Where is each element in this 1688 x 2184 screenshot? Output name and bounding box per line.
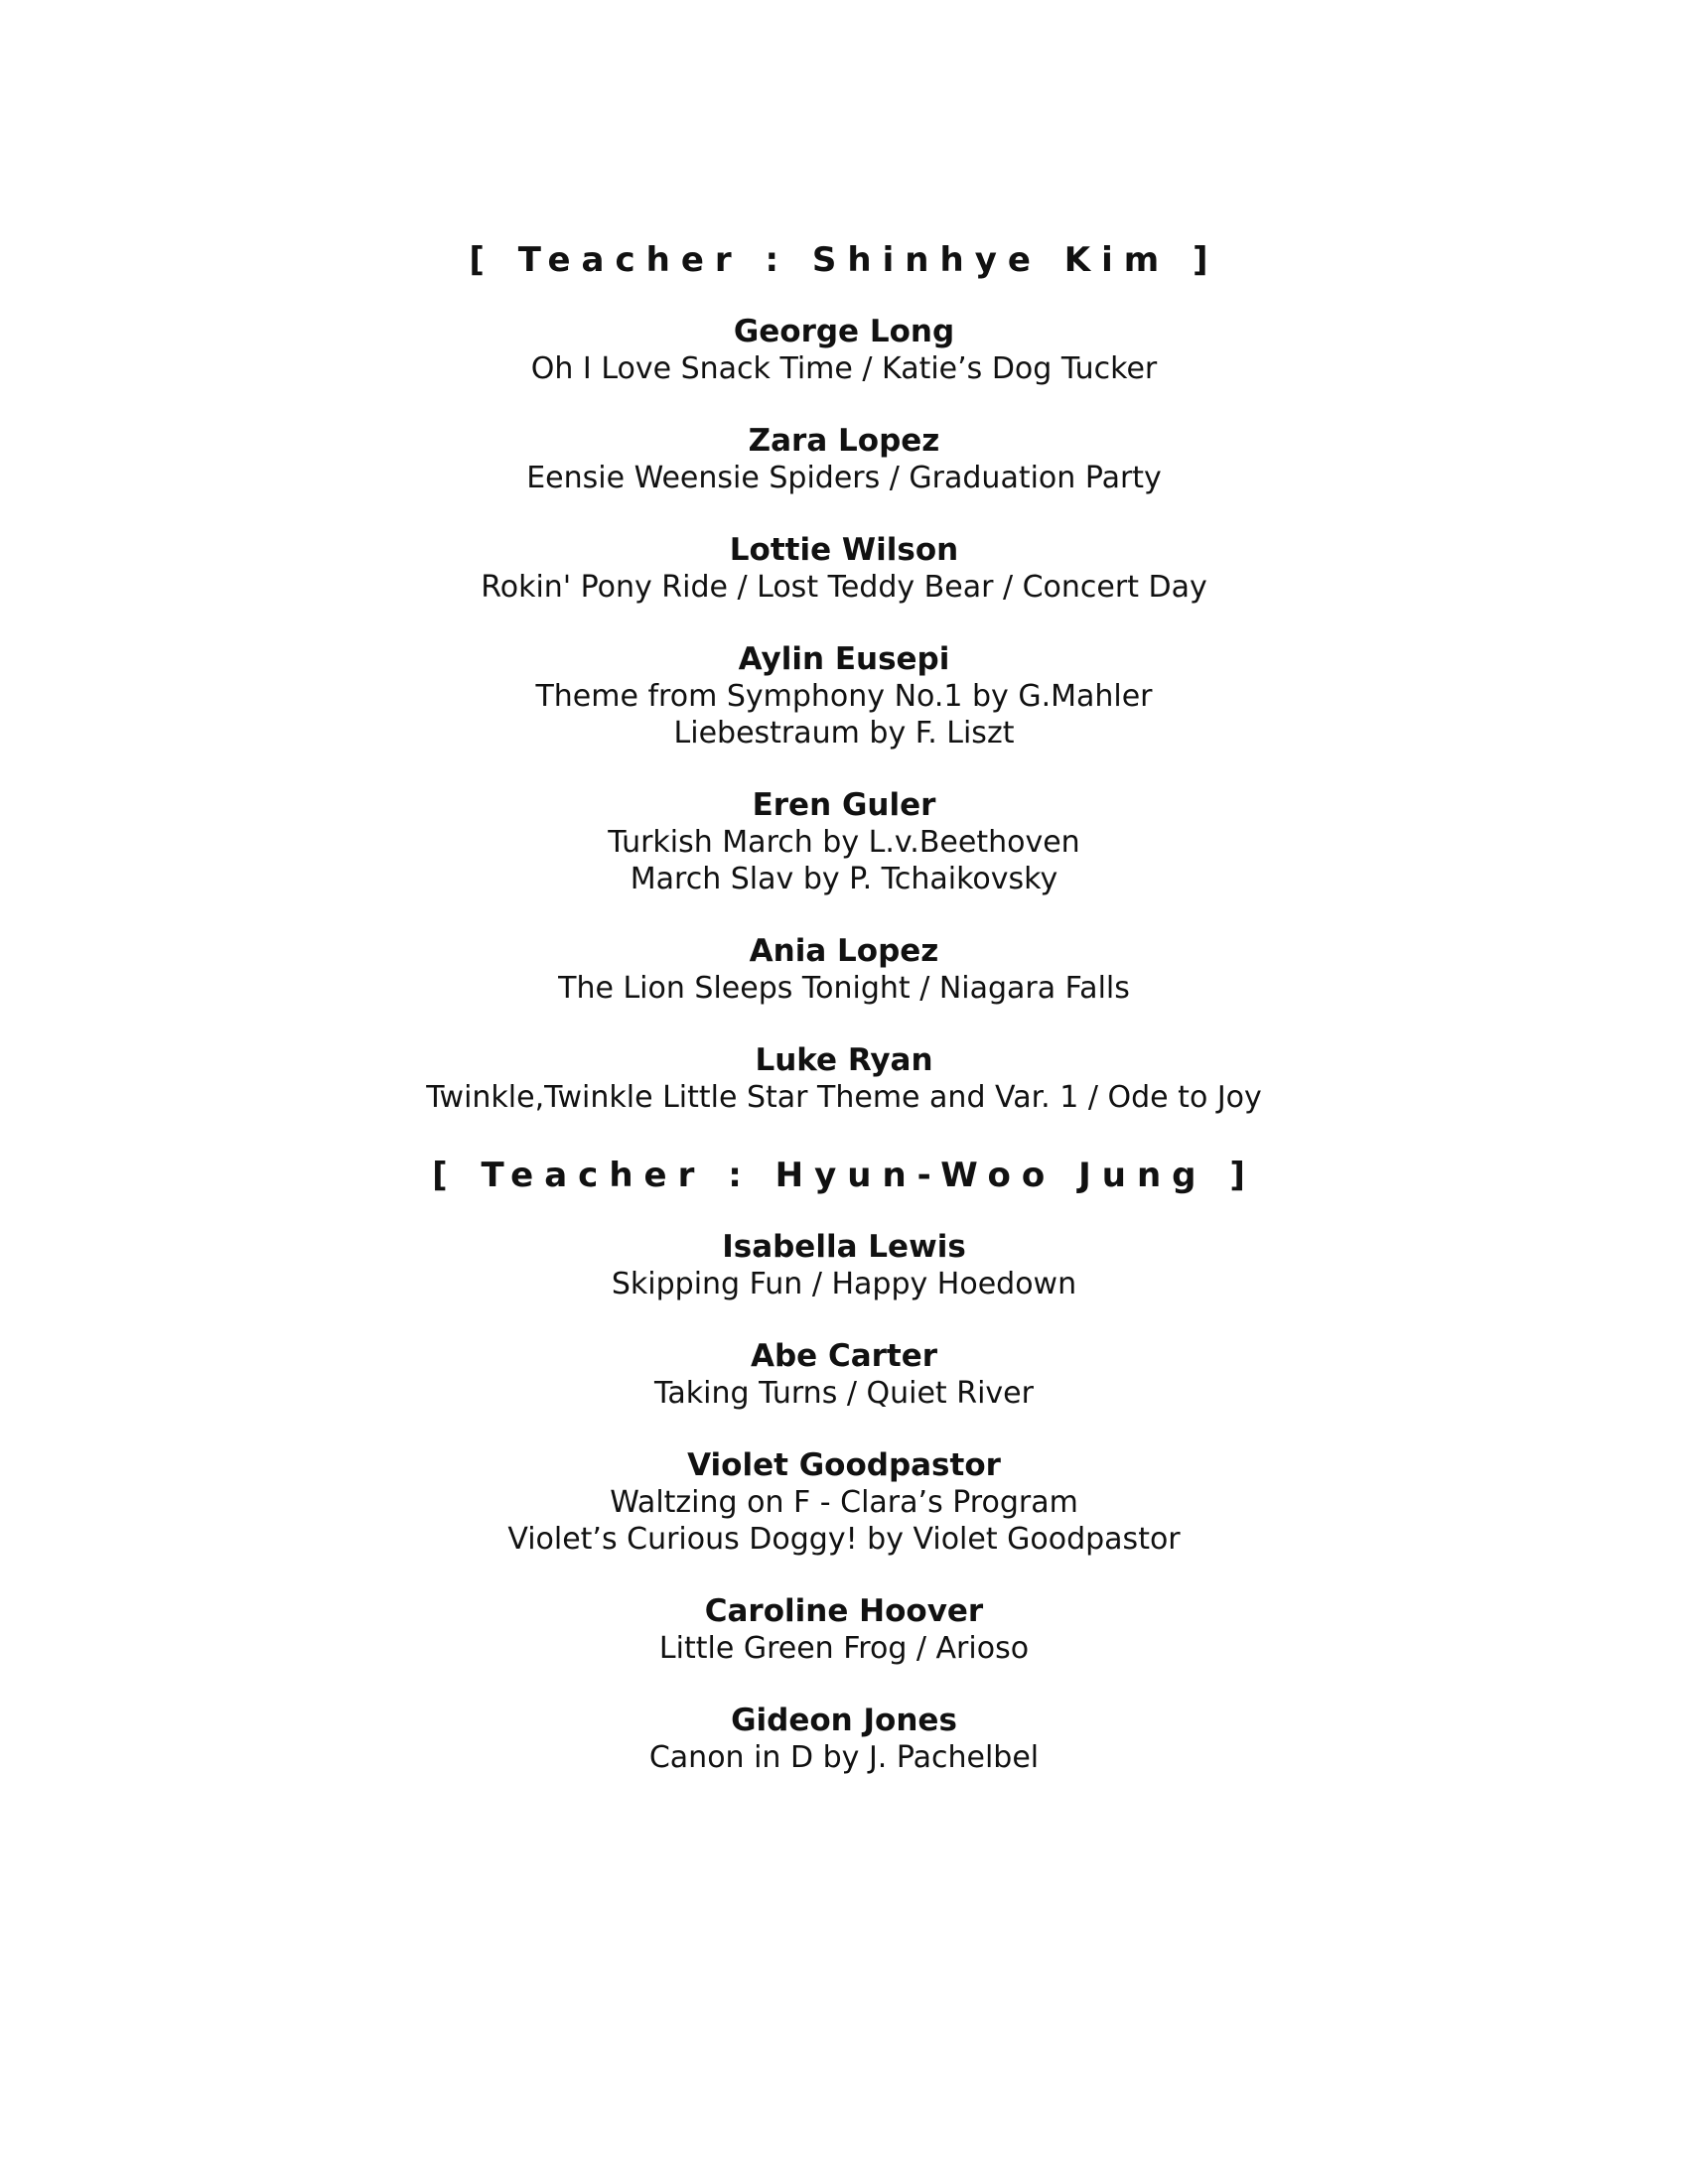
piece-title: Taking Turns / Quiet River: [654, 1376, 1034, 1411]
teacher-heading: [ Teacher : Shinhye Kim ]: [469, 240, 1219, 280]
performer-name: George Long: [733, 314, 955, 349]
performer-entry: [0, 1447, 1688, 1558]
piece-title: Twinkle,Twinkle Little Star Theme and Var. 1 / Ode to Joy: [426, 1080, 1262, 1115]
performer-name: Ania Lopez: [749, 933, 939, 969]
performer-name: Isabella Lewis: [722, 1229, 966, 1265]
performer-list: [0, 314, 1688, 1116]
performer-name: Gideon Jones: [731, 1703, 957, 1738]
performer-entry: [0, 641, 1688, 751]
piece-title: Rokin' Pony Ride / Lost Teddy Bear / Concert Day: [481, 570, 1207, 605]
piece-title: Violet’s Curious Doggy! by Violet Goodpastor: [507, 1522, 1181, 1557]
performer-entry: [0, 1042, 1688, 1116]
piece-title: Little Green Frog / Arioso: [658, 1631, 1030, 1666]
performer-entry: [0, 314, 1688, 387]
performer-name: Abe Carter: [750, 1338, 938, 1374]
piece-title: Theme from Symphony No.1 by G.Mahler: [535, 679, 1153, 714]
performer-name: Caroline Hoover: [704, 1593, 984, 1629]
piece-title: Skipping Fun / Happy Hoedown: [611, 1267, 1077, 1301]
program-content: [0, 232, 1688, 1812]
piece-title: The Lion Sleeps Tonight / Niagara Falls: [558, 971, 1130, 1006]
teacher-heading: [ Teacher : Hyun-Woo Jung ]: [432, 1156, 1256, 1195]
teacher-section: [0, 1148, 1688, 1776]
performer-name: Aylin Eusepi: [738, 641, 950, 677]
performer-entry: [0, 933, 1688, 1007]
piece-title: Liebestraum by F. Liszt: [673, 716, 1015, 751]
piece-title: Turkish March by L.v.Beethoven: [608, 825, 1080, 860]
performer-list: [0, 1229, 1688, 1776]
piece-title: Eensie Weensie Spiders / Graduation Party: [526, 461, 1162, 495]
performer-entry: [0, 1703, 1688, 1776]
performer-entry: [0, 1593, 1688, 1667]
performer-name: Violet Goodpastor: [687, 1447, 1001, 1483]
performer-entry: [0, 423, 1688, 496]
performer-entry: [0, 787, 1688, 897]
piece-title: March Slav by P. Tchaikovsky: [630, 862, 1058, 896]
performer-name: Lottie Wilson: [729, 532, 959, 568]
performer-name: Eren Guler: [752, 787, 936, 823]
performer-entry: [0, 1338, 1688, 1412]
performer-name: Luke Ryan: [755, 1042, 933, 1078]
piece-title: Waltzing on F - Clara’s Program: [610, 1485, 1078, 1520]
performer-entry: [0, 532, 1688, 606]
performer-entry: [0, 1229, 1688, 1302]
piece-title: Oh I Love Snack Time / Katie’s Dog Tucker: [530, 351, 1158, 386]
teacher-section: [0, 232, 1688, 1116]
performer-name: Zara Lopez: [748, 423, 940, 459]
piece-title: Canon in D by J. Pachelbel: [648, 1740, 1040, 1775]
